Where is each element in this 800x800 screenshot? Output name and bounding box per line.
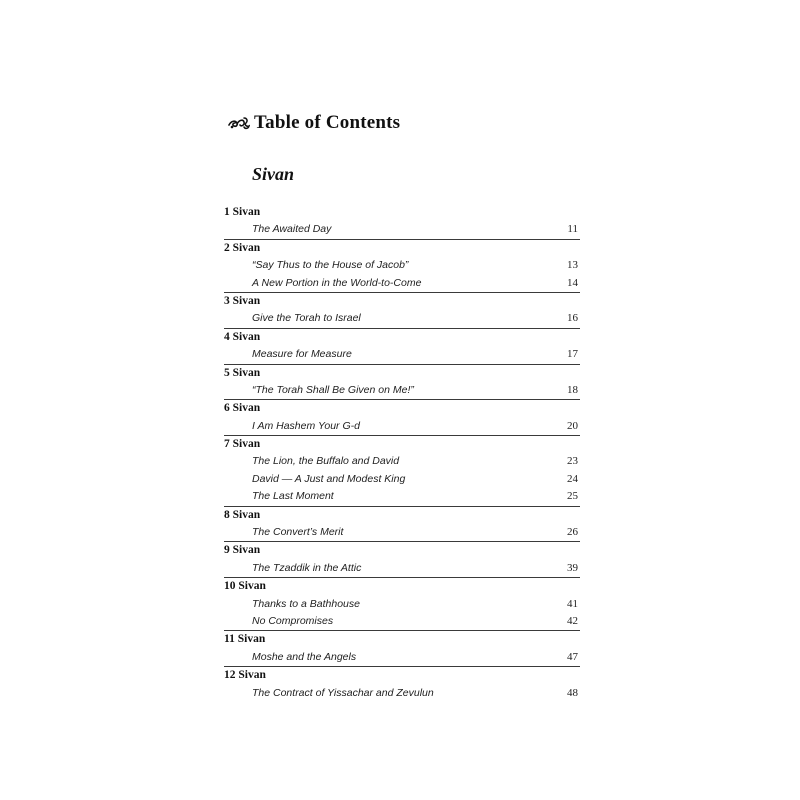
toc-day-heading: 11 Sivan: [224, 633, 266, 646]
toc-entry-title: The Last Moment: [252, 490, 334, 503]
toc-day-heading: 2 Sivan: [224, 241, 261, 254]
toc-day-heading: 3 Sivan: [224, 294, 261, 307]
toc-entry-title: David — A Just and Modest King: [252, 472, 406, 485]
toc-entry[interactable]: [224, 310, 580, 327]
toc-entry[interactable]: [224, 649, 580, 666]
toc-entry-title: “The Torah Shall Be Given on Me!”: [252, 383, 414, 396]
toc-entry[interactable]: [224, 382, 580, 399]
toc-entry-page-number: 11: [567, 223, 578, 236]
toc-day-heading: 5 Sivan: [224, 366, 261, 379]
toc-entry-title: A New Portion in the World-to-Come: [252, 276, 422, 289]
toc-day-heading: 6 Sivan: [224, 402, 261, 415]
section-heading: Sivan: [252, 164, 295, 184]
toc-entry-title: No Compromises: [252, 614, 334, 627]
toc-entry[interactable]: [224, 221, 580, 238]
toc-day-heading: 9 Sivan: [224, 544, 261, 557]
toc-entry-page-number: 18: [567, 383, 578, 396]
toc-day-heading: 4 Sivan: [224, 330, 261, 343]
toc-entry-page-number: 14: [567, 276, 578, 289]
toc-entry-title: Measure for Measure: [252, 348, 352, 361]
toc-entry-page-number: 20: [567, 419, 578, 432]
toc-entry-title: Moshe and the Angels: [252, 650, 357, 663]
toc-entry-page-number: 13: [567, 259, 578, 272]
toc-entry[interactable]: [224, 524, 580, 541]
toc-day-heading: 10 Sivan: [224, 580, 266, 593]
toc-entry[interactable]: [224, 560, 580, 577]
toc-entry-page-number: 17: [567, 348, 578, 361]
toc-entry-page-number: 23: [567, 455, 578, 468]
toc-entry[interactable]: [224, 685, 580, 702]
toc-day-heading: 12 Sivan: [224, 669, 266, 682]
toc-entry-page-number: 42: [567, 614, 578, 627]
page-title-text: Table of Contents: [254, 112, 401, 133]
toc-entry-title: The Tzaddik in the Attic: [252, 561, 362, 574]
toc-entry[interactable]: [224, 596, 580, 613]
toc-entry-title: The Contract of Yissachar and Zevulun: [252, 686, 434, 699]
toc-entry[interactable]: [224, 613, 580, 630]
toc-entry-title: The Convert’s Merit: [252, 526, 344, 539]
toc-entry-title: I Am Hashem Your G-d: [252, 419, 360, 432]
toc-entry-title: Give the Torah to Israel: [252, 312, 361, 325]
toc-entry-page-number: 24: [567, 472, 578, 485]
page-title: [228, 112, 400, 134]
toc-entry-page-number: 41: [567, 597, 578, 610]
toc-day-heading: 1 Sivan: [224, 206, 261, 218]
toc-entry-page-number: 39: [567, 561, 578, 574]
toc-day-heading: 7 Sivan: [224, 438, 261, 451]
toc-day-heading: 8 Sivan: [224, 508, 261, 521]
toc-entry-title: Thanks to a Bathhouse: [252, 597, 360, 610]
toc-entry-page-number: 25: [567, 490, 578, 503]
toc-entry[interactable]: [224, 453, 580, 470]
toc-entry-title: The Lion, the Buffalo and David: [252, 455, 400, 468]
toc-list: [224, 204, 580, 702]
toc-entry[interactable]: [224, 257, 580, 274]
toc-entry[interactable]: [224, 418, 580, 435]
toc-entry-page-number: 26: [567, 526, 578, 539]
toc-entry-title: “Say Thus to the House of Jacob”: [252, 259, 409, 272]
toc-entry-page-number: 16: [567, 312, 578, 325]
fleuron-icon: [228, 115, 250, 131]
toc-entry-title: The Awaited Day: [252, 223, 332, 236]
toc-entry-page-number: 48: [567, 686, 578, 699]
toc-entry[interactable]: [224, 346, 580, 363]
toc-entry[interactable]: [224, 488, 580, 505]
toc-entry[interactable]: [224, 471, 580, 488]
toc-entry[interactable]: [224, 275, 580, 292]
toc-entry-page-number: 47: [567, 650, 578, 663]
